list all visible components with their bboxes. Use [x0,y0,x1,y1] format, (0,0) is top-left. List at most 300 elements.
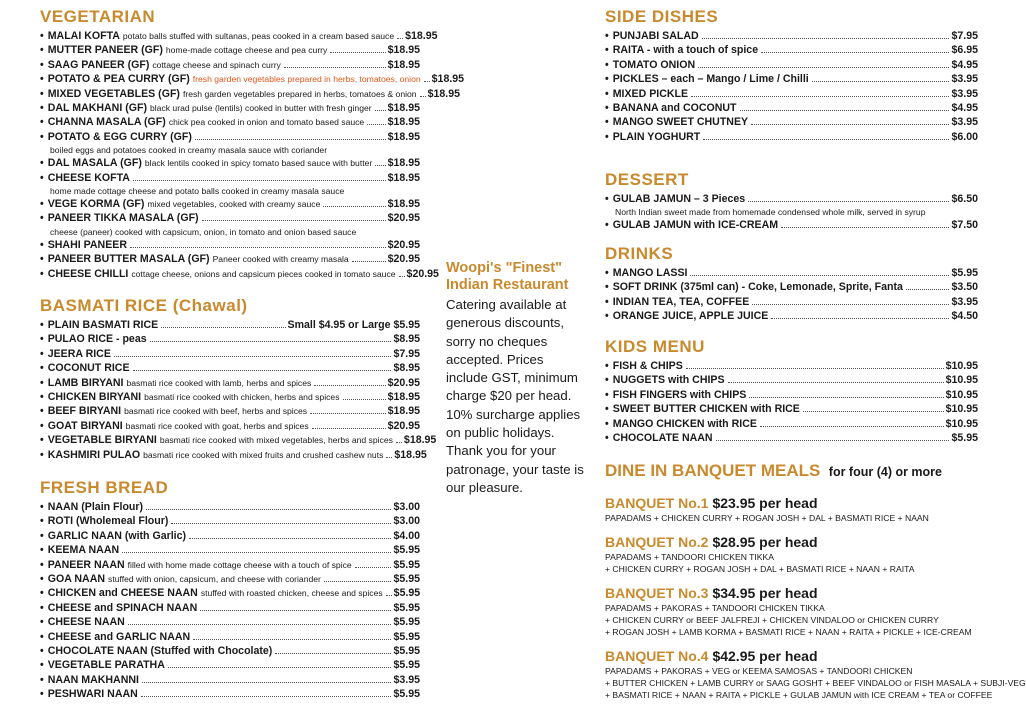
banquet-contents: + ROGAN JOSH + LAMB KORMA + BASMATI RICE + NAAN + RAITA + PICKLE + ICE-CREAM [605,627,972,637]
menu-item [40,332,420,346]
menu-item [40,687,420,701]
drinks-list [605,266,978,324]
drinks-title: DRINKS [605,244,674,263]
item-price: $18.95 [387,130,420,143]
item-price: $10.95 [945,403,978,416]
bread-list [40,500,420,702]
item-subdescription: boiled eggs and potatoes cooked in creamy masala sauce with coriander [50,145,328,156]
leader-dots [141,696,392,697]
banquet-subtitle: for four (4) or more [828,465,942,479]
item-price: $20.95 [387,253,420,266]
bullet-icon: • [605,44,609,57]
bullet-icon: • [40,501,44,513]
leader-dots [324,581,392,582]
item-name: VEGETABLE PARATHA [47,659,165,672]
item-price: $3.95 [951,116,978,129]
item-price: $4.95 [951,58,978,71]
item-name: GULAB JAMUN with ICE-CREAM [612,219,779,232]
item-name: CHICKEN BIRYANI [47,391,142,404]
item-price: $20.95 [387,212,420,225]
leader-dots [781,227,949,228]
bullet-icon: • [40,198,44,211]
item-name: INDIAN TEA, TEA, COFFEE [612,295,750,308]
leader-dots [352,261,386,262]
item-name: CHEESE and SPINACH NAAN [47,601,198,614]
bullet-icon: • [40,157,44,170]
item-name: FISH & CHIPS [612,360,683,372]
menu-item [40,630,420,644]
item-description: cottage cheese, onions and capsicum pieces cooked in tomato sauce [131,268,396,279]
item-name: CHEESE and GARLIC NAAN [47,630,191,643]
menu-item [40,115,420,129]
leader-dots [424,81,430,82]
menu-item [40,658,420,672]
item-name: NAAN MAKHANNI [47,673,139,686]
bullet-icon: • [40,253,44,266]
item-price: $18.95 [394,448,427,461]
menu-item [605,87,978,101]
item-name: NAAN (Plain Flour) [47,501,144,513]
menu-item [605,359,978,373]
item-description: black lentils cooked in spicy tomato based sauce with butter [144,158,373,169]
item-description: stuffed with roasted chicken, cheese and spices [200,588,383,599]
bullet-icon: • [40,448,44,461]
bullet-icon: • [40,116,44,129]
item-price: $3.95 [951,87,978,100]
menu-item [605,72,978,86]
menu-item [40,390,420,404]
bullet-icon: • [40,529,44,542]
leader-dots [195,139,386,140]
middle-column [446,260,586,497]
leader-dots [761,52,949,53]
item-name: SWEET BUTTER CHICKEN with RICE [612,403,800,416]
bullet-icon: • [40,73,44,86]
restaurant-name-line1: Woopi's "Finest" [446,260,563,276]
item-price: $8.95 [393,362,420,375]
leader-dots [142,682,392,683]
bullet-icon: • [40,659,44,672]
menu-item [40,43,420,57]
item-price: $3.95 [951,295,978,308]
leader-dots [150,341,392,342]
bullet-icon: • [40,347,44,360]
sides-list [605,29,978,144]
item-name: MALAI KOFTA [47,30,120,42]
bullet-icon: • [40,673,44,686]
item-name: PESHWARI NAAN [47,688,138,701]
menu-item [40,252,420,266]
banquet-item [605,585,978,638]
vegetarian-list [40,29,465,281]
menu-item [40,586,420,600]
item-name: MANGO SWEET CHUTNEY [612,116,749,129]
menu-item [605,29,978,43]
item-name: PANEER BUTTER MASALA (GF) [47,253,210,266]
item-price: $5.95 [951,267,978,279]
menu-item [40,197,420,211]
menu-item [605,192,978,206]
drinks-section [605,245,978,324]
item-price: $18.95 [387,116,420,129]
menu-item [40,601,420,615]
banquet-heading [605,495,978,512]
leader-dots [312,428,386,429]
item-description: basmati rice cooked with mixed fruits and crushed cashew nuts [143,449,384,460]
sides-section [605,8,978,144]
bullet-icon: • [605,417,609,430]
rice-section [40,296,437,462]
menu-item [40,211,420,225]
item-name: PICKLES – each – Mango / Lime / Chilli [612,73,809,86]
menu-item [40,615,420,629]
menu-item [605,280,978,294]
item-name: MUTTER PANEER (GF) [47,44,163,57]
item-price: $18.95 [403,434,437,447]
menu-item [40,101,420,115]
banquet-heading [605,585,978,602]
menu-item [40,267,439,281]
leader-dots [690,275,949,276]
item-price: $3.95 [951,73,978,86]
item-price: $18.95 [387,198,420,211]
menu-item [40,448,427,462]
bullet-icon: • [605,374,609,387]
item-price: $18.95 [405,30,438,42]
item-name: COCONUT RICE [47,362,130,375]
banquet-heading [605,534,978,551]
item-price: $7.95 [951,30,978,42]
item-price: $4.00 [393,529,420,542]
leader-dots [760,426,944,427]
item-name: KASHMIRI PULAO [47,448,141,461]
item-name: CHANNA MASALA (GF) [47,116,166,129]
item-price: $5.95 [393,573,420,586]
bullet-icon: • [605,403,609,416]
bullet-icon: • [605,432,609,445]
menu-item [40,644,420,658]
bullet-icon: • [40,391,44,404]
item-subdescription: cheese (paneer) cooked with capsicum, onion, in tomato and onion based sauce [50,226,357,237]
banquet-heading [605,648,978,665]
menu-item [40,130,420,144]
item-price: $3.50 [951,281,978,294]
item-price: $18.95 [427,87,460,100]
leader-dots [812,81,950,82]
item-price: $5.95 [393,587,421,600]
leader-dots [114,356,392,357]
leader-dots [752,304,949,305]
item-price: $5.95 [393,558,420,571]
bullet-icon: • [605,73,609,86]
item-name: POTATO & PEA CURRY (GF) [47,73,190,86]
item-name: FISH FINGERS with CHIPS [612,388,747,401]
menu-item [605,266,978,280]
bullet-icon: • [40,573,44,586]
menu-item [40,514,420,528]
item-description: basmati rice cooked with chicken, herbs and spices [144,392,340,403]
item-description: black urad pulse (lentils) cooked in butter with fresh ginger [149,103,372,114]
menu-item [40,156,420,170]
leader-dots [367,124,385,125]
item-price: $18.95 [431,73,465,86]
bullet-icon: • [605,87,609,100]
bullet-icon: • [40,87,44,100]
menu-item [40,318,420,332]
leader-dots [748,201,949,202]
menu-item [40,361,420,375]
leader-dots [133,180,386,181]
item-name: PLAIN YOGHURT [612,130,701,143]
bullet-icon: • [40,405,44,418]
leader-dots [193,639,391,640]
item-name: PULAO RICE - peas [47,333,147,346]
menu-item [605,218,978,232]
item-name: CHICKEN and CHEESE NAAN [47,587,198,600]
menu-item [40,376,420,390]
leader-dots [171,523,391,524]
bullet-icon: • [40,688,44,701]
banquet-item [605,648,1026,701]
menu-item [605,130,978,144]
item-price: $10.95 [945,417,978,430]
bullet-icon: • [40,419,44,432]
item-name: GOAT BIRYANI [47,419,123,432]
item-name: PLAIN BASMATI RICE [47,319,159,331]
item-price: $18.95 [387,171,420,184]
item-price: $5.95 [393,630,420,643]
item-name: CHEESE KOFTA [47,171,130,184]
leader-dots [716,440,950,441]
banquet-contents: + CHICKEN CURRY + ROGAN JOSH + DAL + BASMATI RICE + NAAN + RAITA [605,564,915,574]
menu-item [40,238,420,252]
bullet-icon: • [605,310,609,323]
item-description: stuffed with onion, capsicum, and cheese with coriander [108,574,321,585]
leader-dots [803,411,944,412]
bullet-icon: • [40,171,44,184]
menu-item [40,171,420,185]
bullet-icon: • [605,58,609,71]
item-price: $18.95 [387,102,420,115]
item-price: $3.95 [393,673,420,686]
menu-item [40,29,438,43]
dessert-list [605,192,978,233]
bullet-icon: • [40,587,44,600]
item-price: $3.00 [393,501,420,513]
rice-list [40,318,437,462]
item-price: $5.95 [393,601,420,614]
leader-dots [702,38,950,39]
item-price: $5.95 [393,645,420,658]
leader-dots [691,96,949,97]
leader-dots [314,385,385,386]
item-price: $10.95 [945,374,978,387]
item-price: $3.00 [393,515,420,528]
banquet-contents: PAPADAMS + PAKORAS + VEG or KEEMA SAMOSAS + TANDOORI CHICKEN [605,666,913,676]
menu-item [40,558,420,572]
leader-dots [330,52,385,53]
item-description: fresh garden vegetables prepared in herbs, tomatoes & onion [182,88,417,99]
banquet-list [605,495,1026,701]
item-description: basmati rice cooked with goat, herbs and spices [125,420,309,431]
bullet-icon: • [605,281,609,294]
item-name: MANGO CHICKEN with RICE [612,417,757,430]
banquet-price: $42.95 per head [712,648,818,664]
restaurant-info: Catering available at generous discounts, sorry no cheques accepted. Prices include GST, minimum charge $20 per head. 10% surcharge applies on public holidays. Thank you for your patronage, your taste is our pleasure. [446,297,584,495]
bullet-icon: • [40,333,44,346]
bullet-icon: • [605,267,609,279]
menu-item [605,101,978,115]
item-price: $18.95 [387,44,420,57]
item-price: $6.50 [951,193,978,205]
item-price: $5.95 [393,616,420,629]
leader-dots [202,220,386,221]
item-name: GULAB JAMUN – 3 Pieces [612,193,746,205]
item-price: $5.95 [393,688,420,701]
bullet-icon: • [605,130,609,143]
menu-item [40,72,465,86]
item-name: PANEER NAAN [47,558,125,571]
item-name: NUGGETS with CHIPS [612,374,725,387]
item-name: BANANA and COCONUT [612,102,737,115]
item-subdescription: North Indian sweet made from homemade condensed whole milk, served in syrup [615,207,926,218]
leader-dots [375,165,385,166]
leader-dots [686,368,944,369]
item-description: fresh garden vegetables prepared in herbs, tomatoes, onion [192,74,421,85]
item-price: $20.95 [406,267,439,280]
item-description: potato balls stuffed with sultanas, peas cooked in a cream based sauce [122,31,395,41]
menu-item [605,388,978,402]
banquet-item [605,534,978,575]
kids-section [605,338,978,445]
bullet-icon: • [40,544,44,557]
leader-dots [399,276,405,277]
leader-dots [284,67,386,68]
menu-item [40,433,437,447]
leader-dots [728,382,944,383]
leader-dots [751,124,949,125]
banquet-label: BANQUET No.2 [605,534,709,550]
leader-dots [323,206,385,207]
bread-title: FRESH BREAD [40,478,169,497]
bullet-icon: • [40,434,44,447]
leader-dots [749,397,943,398]
bullet-icon: • [40,362,44,375]
banquet-contents: + BASMATI RICE + NAAN + RAITA + PICKLE + GULAB JAMUN with ICE CREAM + TEA or COFFEE [605,690,993,700]
item-price: $18.95 [387,58,420,71]
bullet-icon: • [40,645,44,658]
leader-dots [122,552,391,553]
item-price: $18.95 [387,157,420,170]
item-name: CHEESE CHILLI [47,267,129,280]
bullet-icon: • [40,319,44,331]
menu-item [605,431,978,445]
leader-dots [740,110,950,111]
menu-item [40,58,420,72]
bullet-icon: • [605,219,609,232]
banquet-contents: PAPADAMS + TANDOORI CHICKEN TIKKA [605,552,774,562]
banquet-label: BANQUET No.4 [605,648,709,664]
item-description: basmati rice cooked with mixed vegetables, herbs and spices [159,435,393,446]
bullet-icon: • [40,238,44,251]
leader-dots [420,96,426,97]
item-name: PANEER TIKKA MASALA (GF) [47,212,199,225]
item-description: basmati rice cooked with lamb, herbs and spices [126,377,312,388]
item-price: $6.00 [951,130,978,143]
leader-dots [128,624,392,625]
item-name: VEGETABLE BIRYANI [47,434,157,447]
item-name: GOA NAAN [47,573,106,586]
item-name: JEERA RICE [47,347,111,360]
menu-item [605,373,978,387]
leader-dots [275,653,391,654]
bullet-icon: • [40,601,44,614]
item-price: $10.95 [945,388,978,401]
item-name: SOFT DRINK (375ml can) - Coke, Lemonade, Sprite, Fanta [612,281,903,294]
dessert-section [605,171,978,233]
banquet-contents: PAPADAMS + PAKORAS + TANDOORI CHICKEN TIKKA [605,603,825,613]
item-name: SHAHI PANEER [47,238,127,251]
item-name: CHOCOLATE NAAN (Stuffed with Chocolate) [47,645,273,658]
item-name: DAL MASALA (GF) [47,157,142,170]
menu-item [40,543,420,557]
banquet-contents: + CHICKEN CURRY or BEEF JALFREJI + CHICKEN VINDALOO or CHICKEN CURRY [605,615,939,625]
banquet-price: $34.95 per head [712,585,818,601]
menu-item [40,673,420,687]
leader-dots [703,139,949,140]
item-name: ROTI (Wholemeal Flour) [47,515,169,528]
vegetarian-section [40,7,465,281]
bullet-icon: • [605,30,609,42]
banquet-title: DINE IN BANQUET MEALS [605,461,821,480]
menu-item [40,529,420,543]
menu-item [605,402,978,416]
bullet-icon: • [605,116,609,129]
leader-dots [698,67,949,68]
item-name: MANGO LASSI [612,267,688,279]
leader-dots [168,667,392,668]
leader-dots [355,567,392,568]
item-name: POTATO & EGG CURRY (GF) [47,130,192,143]
banquet-item [605,495,978,524]
bullet-icon: • [40,58,44,71]
item-price: $7.95 [393,347,420,360]
bullet-icon: • [40,558,44,571]
bullet-icon: • [40,630,44,643]
bullet-icon: • [40,30,44,42]
item-name: SAAG PANEER (GF) [47,58,150,71]
item-price: $10.95 [945,360,978,372]
item-name: CHEESE NAAN [47,616,125,629]
menu-item [605,309,978,323]
bullet-icon: • [605,388,609,401]
item-description: home-made cottage cheese and pea curry [165,45,328,56]
menu-item [40,87,460,101]
leader-dots [386,595,392,596]
item-description: mixed vegetables, cooked with creamy sauce [147,199,321,210]
leader-dots [375,110,386,111]
banquet-label: BANQUET No.1 [605,495,709,511]
banquet-contents: + BUTTER CHICKEN + LAMB CURRY or SAAG GOSHT + BEEF VINDALOO or FISH MASALA + SUBJI-VEG [605,678,1026,688]
item-subdescription: home made cottage cheese and potato balls cooked in creamy masala sauce [50,186,345,197]
leader-dots [771,318,949,319]
leader-dots [386,457,392,458]
item-price: $18.95 [387,405,420,418]
item-price: $4.95 [951,102,978,115]
item-description: basmati rice cooked with beef, herbs and spices [124,406,308,417]
bullet-icon: • [605,295,609,308]
banquet-price: $28.95 per head [712,534,818,550]
